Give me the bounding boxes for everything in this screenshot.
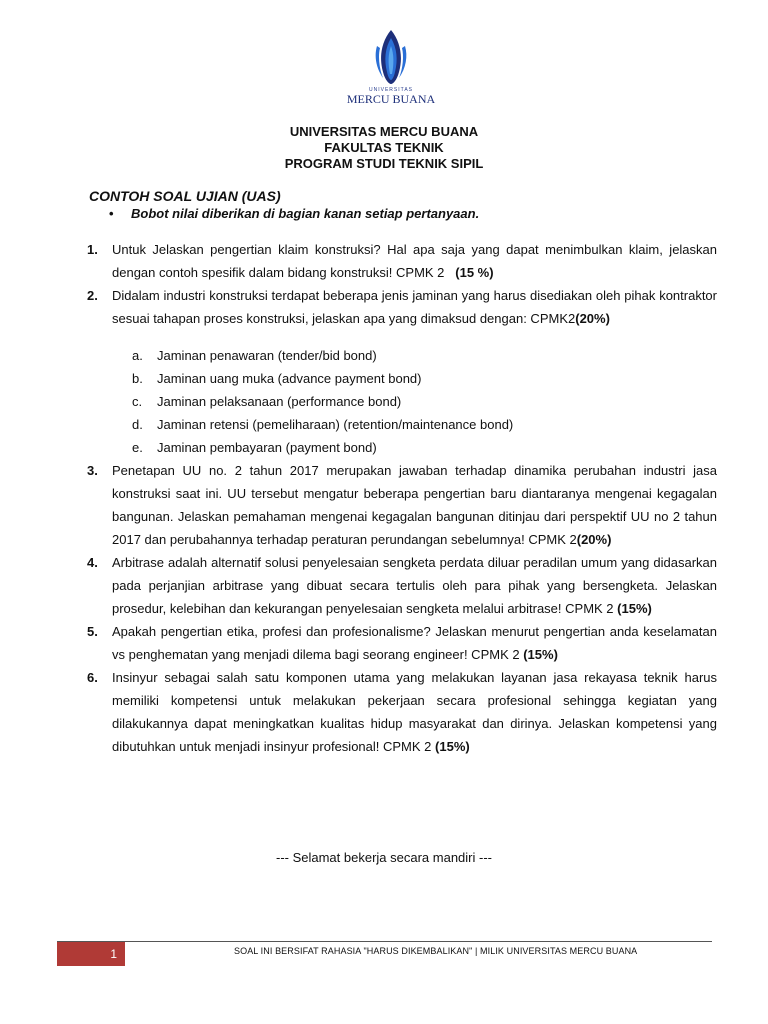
sub-question-d: d. Jaminan retensi (pemeliharaan) (retention/maintenance bond): [132, 417, 514, 432]
footer-divider: [57, 941, 712, 942]
note-text: Bobot nilai diberikan di bagian kanan setiap pertanyaan.: [131, 206, 480, 221]
flame-logo-icon: [371, 28, 411, 86]
question-text: Arbitrase adalah alternatif solusi penyelesaian sengketa perdata diluar peradilan umum yang didasarkan pada perjanjian arbitrase yang dibuat secara tertulis oleh para pihak yang bersengketa. Jelaskan prosedur, kelebihan dan kekurangan penyelesaian sengketa melalui arbitrase! CPMK 2: [112, 555, 717, 616]
header-faculty: FAKULTAS TEKNIK: [324, 140, 444, 155]
question-list: [87, 238, 717, 758]
header-program: PROGRAM STUDI TEKNIK SIPIL: [284, 156, 484, 171]
logo-small-text: UNIVERSITAS: [369, 87, 413, 93]
footer-text: SOAL INI BERSIFAT RAHASIA "HARUS DIKEMBALIKAN" | MILIK UNIVERSITAS MERCU BUANA: [234, 946, 638, 956]
question-number: 3.: [87, 463, 98, 478]
question-weight: (15%): [435, 739, 470, 754]
question-text: Didalam industri konstruksi terdapat beberapa jenis jaminan yang harus disediakan oleh pihak kontraktor sesuai tahapan proses konstruksi, jelaskan apa yang dimaksud dengan: CPMK2: [112, 288, 717, 326]
question-weight: (15%): [617, 601, 652, 616]
note-bullet: •: [109, 206, 114, 221]
question-6: [87, 666, 717, 758]
question-4: [87, 551, 717, 620]
exam-note: [109, 206, 479, 221]
question-number: 2.: [87, 288, 98, 303]
university-logo: [344, 28, 438, 110]
question-3: [87, 459, 717, 551]
question-text: Penetapan UU no. 2 tahun 2017 merupakan jawaban terhadap dinamika perubahan industri jasa konstruksi saat ini. UU tersebut mengatur beberapa pengertian baru diantaranya mengenai kegagalan bangunan. Jelaskan pemahaman mengenai kegagalan bangunan ditinjau dari perspektif UU no 2 tahun 2017 dan perubahannya terhadap peraturan perundangan sebelumnya! CPMK 2: [112, 463, 717, 547]
logo-name: MERCU BUANA: [346, 92, 436, 106]
sub-question-a: a. Jaminan penawaran (tender/bid bond): [132, 348, 377, 363]
question-text: Insinyur sebagai salah satu komponen utama yang melakukan layanan jasa rekayasa teknik harus memiliki kompetensi untuk melakukan pekerjaan secara profesional sehingga kegiatan yang dilakukannya dapat meningkatkan kualitas hidup masyarakat dan dirinya. Jelaskan kompetensi yang dibutuhkan untuk menjadi insinyur profesional! CPMK 2: [112, 670, 717, 754]
question-number: 4.: [87, 555, 98, 570]
sub-question-c: c. Jaminan pelaksanaan (performance bond): [132, 394, 402, 409]
question-weight: (15%): [523, 647, 558, 662]
closing-message: --- Selamat bekerja secara mandiri ---: [275, 850, 492, 865]
question-number: 5.: [87, 624, 98, 639]
question-number: 1.: [87, 242, 98, 257]
question-text: Apakah pengertian etika, profesi dan profesionalisme? Jelaskan menurut pengertian anda keselamatan vs penghematan yang menjadi dilema bagi seorang engineer! CPMK 2: [112, 624, 717, 662]
question-1: [87, 238, 717, 284]
question-number: 6.: [87, 670, 98, 685]
sub-question-list: [132, 344, 717, 459]
header-university: UNIVERSITAS MERCU BUANA: [289, 124, 479, 139]
sub-question-e: e. Jaminan pembayaran (payment bond): [132, 440, 377, 455]
sub-question-b: b. Jaminan uang muka (advance payment bond): [132, 371, 422, 386]
document-header: [0, 124, 768, 172]
question-weight: (15 %): [455, 265, 494, 280]
question-weight: (20%): [576, 532, 612, 547]
question-5: [87, 620, 717, 666]
page-number: 1: [57, 942, 125, 966]
question-weight: (20%): [575, 311, 610, 326]
question-2: [87, 284, 717, 459]
exam-title: CONTOH SOAL UJIAN (UAS): [89, 188, 281, 204]
question-text: Untuk Jelaskan pengertian klaim konstruksi? Hal apa saja yang dapat menimbulkan klaim, jelaskan dengan contoh spesifik dalam bidang konstruksi! CPMK 2: [112, 242, 717, 280]
